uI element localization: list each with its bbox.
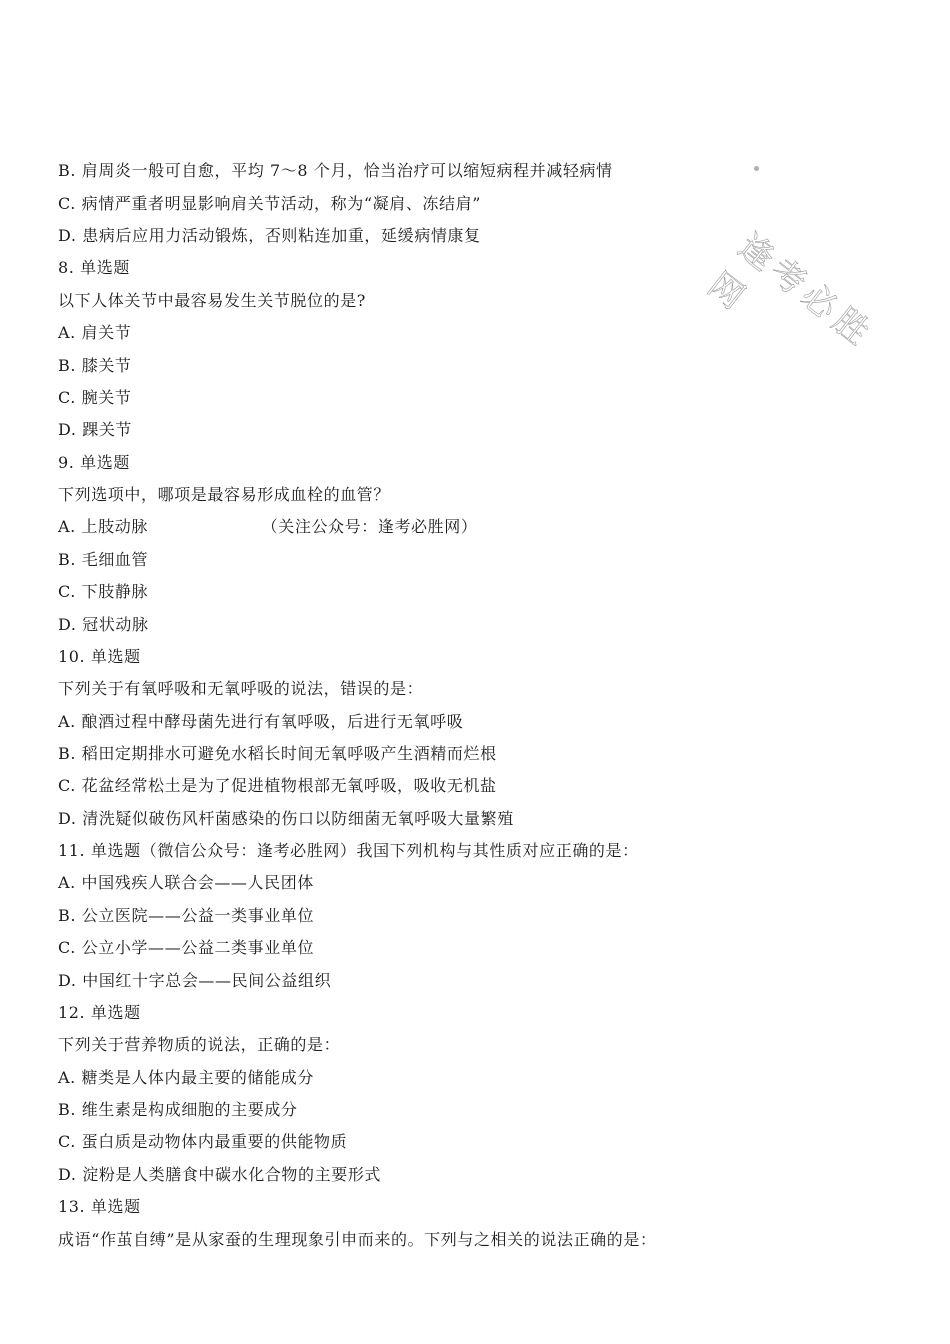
option-c: C. 下肢静脉 [58,582,149,601]
option-b: B. 毛细血管 [58,550,149,569]
option-d: D. 中国红十字总会——民间公益组织 [58,971,332,990]
watermark-text: 逢考必胜网 [700,226,882,357]
question-heading: 12. 单选题 [58,1003,141,1022]
option-a: A. 肩关节 [58,323,132,342]
question-text: 下列关于营养物质的说法，正确的是： [58,1035,341,1054]
text-line: D. 患病后应用力活动锻炼，否则粘连加重，延缓病情康复 [58,226,481,245]
option-a: A. 酿酒过程中酵母菌先进行有氧呼吸，后进行无氧呼吸 [58,712,464,731]
option-b: B. 公立医院——公益一类事业单位 [58,906,315,925]
option-c: C. 公立小学——公益二类事业单位 [58,938,315,957]
question-heading: 9. 单选题 [58,453,130,472]
text-line: B. 肩周炎一般可自愈，平均 7～8 个月，恰当治疗可以缩短病程并减轻病情 [58,161,613,180]
question-heading: 11. 单选题（微信公众号：逢考必胜网）我国下列机构与其性质对应正确的是： [58,841,639,860]
option-a: A. 中国残疾人联合会——人民团体 [58,873,314,892]
option-c: C. 花盆经常松土是为了促进植物根部无氧呼吸，吸收无机盐 [58,776,497,795]
option-a: A. 上肢动脉 （关注公众号：逢考必胜网） [58,517,478,536]
option-b: B. 膝关节 [58,356,132,375]
question-heading: 10. 单选题 [58,647,141,666]
question-text: 以下人体关节中最容易发生关节脱位的是? [58,291,366,310]
question-heading: 8. 单选题 [58,258,130,277]
option-c: C. 蛋白质是动物体内最重要的供能物质 [58,1132,348,1151]
watermark-dot [754,166,759,171]
option-d: D. 清洗疑似破伤风杆菌感染的伤口以防细菌无氧呼吸大量繁殖 [58,809,514,828]
question-heading: 13. 单选题 [58,1197,141,1216]
option-a: A. 糖类是人体内最主要的储能成分 [58,1068,314,1087]
question-text: 下列选项中，哪项是最容易形成血栓的血管？ [58,485,391,504]
option-d: D. 淀粉是人类膳食中碳水化合物的主要形式 [58,1165,382,1184]
option-b: B. 维生素是构成细胞的主要成分 [58,1100,298,1119]
option-c: C. 腕关节 [58,388,132,407]
watermark-stamp [700,160,942,357]
text-line: C. 病情严重者明显影响肩关节活动，称为“凝肩、冻结肩” [58,194,482,213]
question-text: 下列关于有氧呼吸和无氧呼吸的说法，错误的是： [58,679,424,698]
option-d: D. 踝关节 [58,420,133,439]
option-b: B. 稻田定期排水可避免水稻长时间无氧呼吸产生酒精而烂根 [58,744,497,763]
option-d: D. 冠状动脉 [58,615,149,634]
question-text: 成语“作茧自缚”是从家蚕的生理现象引申而来的。下列与之相关的说法正确的是： [58,1230,657,1249]
